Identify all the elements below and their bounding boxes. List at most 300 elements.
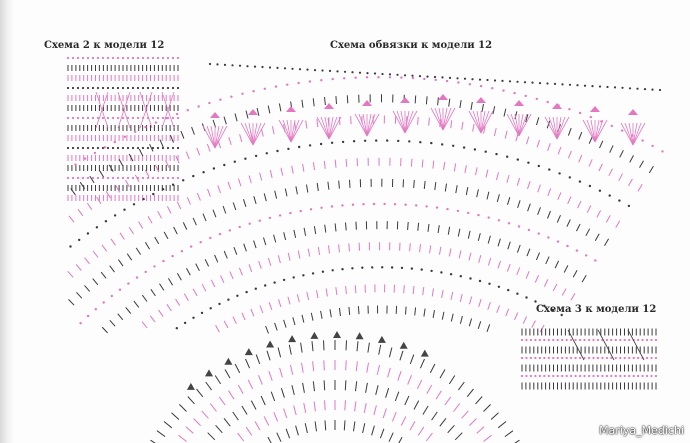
stitch-bar xyxy=(376,385,378,395)
stitch-bar xyxy=(363,423,365,433)
stitch-dot xyxy=(516,81,518,83)
stitch-bar xyxy=(336,287,337,295)
stitch-dot xyxy=(144,126,146,128)
stitch-dot xyxy=(209,237,211,239)
picot-triangle xyxy=(590,106,600,112)
stitch-bar xyxy=(259,375,263,384)
main-scheme-title: Схема обвязки к модели 12 xyxy=(330,40,493,51)
stitch-dot xyxy=(82,87,84,89)
stitch-dot xyxy=(508,222,510,224)
stitch-bar xyxy=(188,397,195,404)
stitch-bar xyxy=(548,211,551,218)
stitch-dot xyxy=(252,90,254,92)
stitch-bar xyxy=(346,159,347,167)
stitch-dot xyxy=(588,357,590,359)
stitch-dot xyxy=(557,375,559,377)
stitch-bar xyxy=(142,322,147,328)
stitch-bar xyxy=(558,192,561,199)
stitch-dot xyxy=(152,57,154,59)
stitch-bar xyxy=(481,111,489,133)
stitch-bar xyxy=(253,123,261,145)
stitch-dot xyxy=(637,357,639,359)
stitch-bar xyxy=(498,239,500,247)
stitch-dot xyxy=(177,177,179,179)
stitch-bar xyxy=(400,351,403,361)
stitch-dot xyxy=(566,375,568,377)
stitch-dot xyxy=(67,147,69,149)
stitch-dot xyxy=(610,375,612,377)
stitch-dot xyxy=(245,291,247,293)
stitch-dot xyxy=(320,79,322,81)
stitch-bar xyxy=(305,423,307,433)
stitch-bar xyxy=(479,255,481,263)
stitch-bar xyxy=(85,285,90,291)
stitch-dot xyxy=(644,88,646,90)
stitch-bar xyxy=(254,241,257,249)
stitch-dot xyxy=(181,250,183,252)
stitch-bar xyxy=(630,155,634,162)
stitch-bar xyxy=(233,317,236,324)
stitch-bar xyxy=(505,431,513,437)
stitch-bar xyxy=(148,216,152,223)
stitch-bar xyxy=(126,180,130,187)
stitch-bar xyxy=(186,427,193,434)
picot-triangle xyxy=(310,332,318,339)
stitch-dot xyxy=(320,207,322,209)
stitch-dot xyxy=(456,77,458,79)
stitch-dot xyxy=(72,147,74,149)
stitch-dot xyxy=(122,117,124,119)
stitch-dot xyxy=(637,375,639,377)
stitch-bar xyxy=(578,201,581,208)
stitch-dot xyxy=(299,68,301,70)
stitch-dot xyxy=(218,303,220,305)
stitch-bar xyxy=(397,111,405,133)
stitch-dot xyxy=(152,117,154,119)
stitch-bar xyxy=(224,321,228,328)
stitch-bar xyxy=(120,233,124,240)
stitch-bar xyxy=(294,406,297,416)
stitch-dot xyxy=(343,77,345,79)
stitch-bar xyxy=(564,265,568,272)
bottom-fan-chart xyxy=(151,331,520,443)
stitch-dot xyxy=(441,143,443,145)
stitch-dot xyxy=(528,229,530,231)
stitch-dot xyxy=(517,158,519,160)
stitch-dot xyxy=(145,271,147,273)
stitch-dot xyxy=(539,375,541,377)
stitch-dot xyxy=(566,357,568,359)
stitch-dot xyxy=(502,89,504,91)
stitch-bar xyxy=(523,316,526,323)
stitch-bar xyxy=(486,170,488,178)
stitch-bar xyxy=(127,254,132,261)
picot-triangle xyxy=(187,383,195,390)
stitch-bar xyxy=(546,257,549,264)
stitch-dot xyxy=(87,117,89,119)
stitch-dot xyxy=(419,141,421,143)
picot-triangle xyxy=(224,358,232,365)
stitch-dot xyxy=(364,140,366,142)
stitch-dot xyxy=(641,139,643,141)
stitch-dot xyxy=(366,76,368,78)
stitch-bar xyxy=(248,380,252,389)
stitch-bar xyxy=(454,404,460,412)
stitch-dot xyxy=(234,161,236,163)
stitch-dot xyxy=(142,57,144,59)
stitch-bar xyxy=(228,182,231,190)
stitch-dot xyxy=(655,339,657,341)
stitch-dot xyxy=(82,177,84,179)
stitch-dot xyxy=(579,112,581,114)
stitch-bar xyxy=(595,234,599,241)
stitch-bar xyxy=(497,172,499,180)
stitch-bar xyxy=(484,435,492,441)
stitch-bar xyxy=(68,271,73,277)
stitch-dot xyxy=(513,92,515,94)
stitch-bar xyxy=(364,403,366,413)
stitch-bar xyxy=(216,425,223,433)
stitch-bar xyxy=(93,279,98,285)
stitch-bar xyxy=(296,426,299,436)
stitch-bar xyxy=(313,162,314,170)
stitch-dot xyxy=(609,194,611,196)
stitch-bar xyxy=(202,411,209,418)
stitch-dot xyxy=(269,217,271,219)
picot-triangle xyxy=(476,97,486,103)
stitch-dot xyxy=(624,357,626,359)
stitch-bar xyxy=(555,261,559,268)
stitch-dot xyxy=(597,357,599,359)
stitch-dot xyxy=(177,147,179,149)
stitch-dot xyxy=(588,375,590,377)
stitch-bar xyxy=(405,396,409,405)
stitch-dot xyxy=(569,176,571,178)
stitch-dot xyxy=(381,266,383,268)
stitch-dot xyxy=(566,245,568,247)
stitch-bar xyxy=(339,181,340,189)
stitch-bar xyxy=(224,418,230,426)
stitch-bar xyxy=(285,189,287,197)
stitch-bar xyxy=(202,284,206,291)
stitch-dot xyxy=(297,82,299,84)
stitch-bar xyxy=(354,421,355,431)
stitch-dot xyxy=(124,136,126,138)
stitch-dot xyxy=(95,308,97,310)
stitch-dot xyxy=(172,57,174,59)
stitch-dot xyxy=(224,64,226,66)
stitch-bar xyxy=(308,249,310,257)
stitch-dot xyxy=(576,84,578,86)
stitch-dot xyxy=(105,220,107,222)
picot-triangle xyxy=(438,94,448,100)
stitch-bar xyxy=(347,95,348,103)
stitch-bar xyxy=(468,231,470,239)
stitch-dot xyxy=(463,146,465,148)
stitch-dot xyxy=(329,70,331,72)
stitch-bar xyxy=(267,351,270,361)
stitch-bar xyxy=(528,181,531,189)
stitch-bar xyxy=(313,361,314,371)
stitch-bar xyxy=(271,392,275,401)
stitch-dot xyxy=(172,177,174,179)
stitch-bar xyxy=(443,108,451,130)
stitch-dot xyxy=(177,117,179,119)
stitch-bar xyxy=(469,253,471,261)
stitch-dot xyxy=(276,67,278,69)
stitch-bar xyxy=(606,215,610,222)
stitch-bar xyxy=(325,225,326,233)
stitch-bar xyxy=(451,292,453,300)
stitch-dot xyxy=(415,204,417,206)
stitch-bar xyxy=(249,264,252,272)
stitch-dot xyxy=(530,375,532,377)
stitch-dot xyxy=(650,357,652,359)
stitch-bar xyxy=(286,429,290,438)
stitch-bar xyxy=(589,136,592,143)
stitch-bar xyxy=(548,188,551,196)
stitch-dot xyxy=(87,87,89,89)
stitch-dot xyxy=(599,190,601,192)
stitch-dot xyxy=(172,117,174,119)
stitch-dot xyxy=(112,147,114,149)
stitch-bar xyxy=(557,215,560,222)
stitch-dot xyxy=(182,179,184,181)
stitch-dot xyxy=(610,339,612,341)
stitch-bar xyxy=(408,222,409,230)
stitch-bar xyxy=(246,111,248,119)
stitch-bar xyxy=(444,162,445,170)
stitch-dot xyxy=(383,203,385,205)
stitch-dot xyxy=(133,203,135,205)
stitch-dot xyxy=(341,204,343,206)
stitch-bar xyxy=(438,225,439,233)
stitch-dot xyxy=(548,339,550,341)
stitch-bar xyxy=(473,111,481,133)
stitch-dot xyxy=(153,265,155,267)
stitch-bar xyxy=(311,313,313,321)
stitch-bar xyxy=(505,131,507,139)
scheme2-title: Схема 2 к модели 12 xyxy=(44,40,165,51)
stitch-dot xyxy=(576,249,578,251)
stitch-bar xyxy=(210,404,216,412)
stitch-dot xyxy=(102,177,104,179)
stitch-dot xyxy=(557,357,559,359)
stitch-dot xyxy=(531,82,533,84)
stitch-dot xyxy=(342,141,344,143)
stitch-bar xyxy=(476,397,483,404)
stitch-dot xyxy=(157,177,159,179)
stitch-dot xyxy=(552,375,554,377)
stitch-dot xyxy=(450,273,452,275)
stitch-dot xyxy=(239,65,241,67)
stitch-bar xyxy=(277,433,281,442)
stitch-bar xyxy=(205,259,209,266)
stitch-dot xyxy=(102,117,104,119)
stitch-bar xyxy=(469,319,471,327)
stitch-dot xyxy=(162,117,164,119)
stitch-dot xyxy=(568,108,570,110)
stitch-bar xyxy=(410,243,411,251)
stitch-dot xyxy=(621,87,623,89)
stitch-dot xyxy=(132,87,134,89)
stitch-bar xyxy=(294,230,296,238)
stitch-bar xyxy=(484,404,491,411)
stitch-bar xyxy=(118,260,123,267)
stitch-bar xyxy=(193,289,197,296)
stitch-dot xyxy=(548,168,550,170)
stitch-bar xyxy=(328,182,329,190)
stitch-dot xyxy=(157,57,159,59)
stitch-bar xyxy=(429,118,430,126)
stitch-bar xyxy=(460,294,462,302)
stitch-dot xyxy=(78,239,80,241)
stitch-dot xyxy=(548,357,550,359)
stitch-bar xyxy=(427,385,432,394)
stitch-bar xyxy=(242,313,245,320)
stitch-dot xyxy=(96,226,98,228)
stitch-bar xyxy=(498,422,506,428)
stitch-bar xyxy=(469,419,476,426)
stitch-bar xyxy=(69,216,74,222)
stitch-dot xyxy=(614,86,616,88)
stitch-bar xyxy=(261,396,265,405)
stitch-bar xyxy=(279,104,281,112)
stitch-bar xyxy=(275,323,278,331)
stitch-bar xyxy=(414,401,419,410)
stitch-bar xyxy=(417,380,421,389)
stitch-dot xyxy=(69,245,71,247)
stitch-dot xyxy=(561,375,563,377)
stitch-bar xyxy=(599,164,603,171)
stitch-dot xyxy=(597,375,599,377)
stitch-dot xyxy=(219,99,221,101)
stitch-bar xyxy=(206,382,212,390)
stitch-dot xyxy=(592,375,594,377)
stitch-dot xyxy=(104,146,106,148)
stitch-dot xyxy=(255,288,257,290)
stitch-bar xyxy=(413,286,414,294)
stitch-dot xyxy=(628,357,630,359)
stitch-bar xyxy=(139,149,143,156)
stitch-dot xyxy=(246,65,248,67)
stitch-bar xyxy=(208,433,215,440)
watermark-credit: Mariya_Medichi xyxy=(599,424,684,437)
stitch-dot xyxy=(389,76,391,78)
stitch-dot xyxy=(117,147,119,149)
stitch-bar xyxy=(269,371,272,381)
stitch-bar xyxy=(87,203,92,210)
stitch-bar xyxy=(414,180,415,188)
stitch-bar xyxy=(239,268,242,276)
stitch-bar xyxy=(392,412,396,421)
stitch-bar xyxy=(517,245,520,253)
stitch-dot xyxy=(592,357,594,359)
stitch-bar xyxy=(183,222,187,229)
stitch-bar xyxy=(268,437,273,443)
stitch-dot xyxy=(107,147,109,149)
stitch-dot xyxy=(286,84,288,86)
stitch-dot xyxy=(147,177,149,179)
stitch-dot xyxy=(187,109,189,111)
stitch-bar xyxy=(345,380,346,390)
stitch-dot xyxy=(412,77,414,79)
stitch-bar xyxy=(567,220,570,227)
stitch-dot xyxy=(132,177,134,179)
stitch-dot xyxy=(547,236,549,238)
stitch-bar xyxy=(497,194,499,202)
stitch-bar xyxy=(568,151,571,158)
stitch-dot xyxy=(538,232,540,234)
stitch-bar xyxy=(97,197,101,204)
stitch-bar xyxy=(326,289,327,297)
stitch-bar xyxy=(321,117,329,139)
stitch-bar xyxy=(233,412,239,420)
stitch-dot xyxy=(642,375,644,377)
stitch-dot xyxy=(287,148,289,150)
stitch-dot xyxy=(646,339,648,341)
stitch-dot xyxy=(162,87,164,89)
stitch-dot xyxy=(219,233,221,235)
stitch-bar xyxy=(568,197,571,204)
stitch-dot xyxy=(82,147,84,149)
stitch-bar xyxy=(244,244,247,252)
stitch-bar xyxy=(428,224,429,232)
stitch-dot xyxy=(320,143,322,145)
stitch-bar xyxy=(504,109,506,117)
stitch-dot xyxy=(77,57,79,59)
stitch-dot xyxy=(491,87,493,89)
stitch-dot xyxy=(396,74,398,76)
stitch-bar xyxy=(336,96,337,104)
stitch-dot xyxy=(552,339,554,341)
stitch-bar xyxy=(479,299,481,307)
stitch-dot xyxy=(107,57,109,59)
stitch-bar xyxy=(164,232,168,239)
stitch-dot xyxy=(525,357,527,359)
stitch-bar xyxy=(159,310,164,317)
stitch-dot xyxy=(401,267,403,269)
stitch-bar xyxy=(329,246,330,254)
stitch-dot xyxy=(561,83,563,85)
stitch-bar xyxy=(487,192,489,200)
stitch-dot xyxy=(142,177,144,179)
stitch-dot xyxy=(506,156,508,158)
stitch-dot xyxy=(615,357,617,359)
stitch-dot xyxy=(227,299,229,301)
stitch-bar xyxy=(383,409,386,419)
stitch-dot xyxy=(397,140,399,142)
stitch-dot xyxy=(155,121,157,123)
stitch-dot xyxy=(273,281,275,283)
stitch-dot xyxy=(162,147,164,149)
stitch-bar xyxy=(467,389,473,397)
stitch-bar xyxy=(401,417,406,426)
stitch-bar xyxy=(274,412,278,421)
stitch-bar xyxy=(134,301,139,307)
stitch-dot xyxy=(509,80,511,82)
stitch-bar xyxy=(318,247,319,255)
stitch-dot xyxy=(74,163,76,165)
stitch-dot xyxy=(254,66,256,68)
stitch-bar xyxy=(179,435,187,441)
stitch-bar xyxy=(507,175,509,183)
stitch-bar xyxy=(283,120,291,142)
stitch-dot xyxy=(112,117,114,119)
stitch-bar xyxy=(597,210,601,217)
stitch-bar xyxy=(288,297,290,305)
stitch-bar xyxy=(579,132,582,139)
